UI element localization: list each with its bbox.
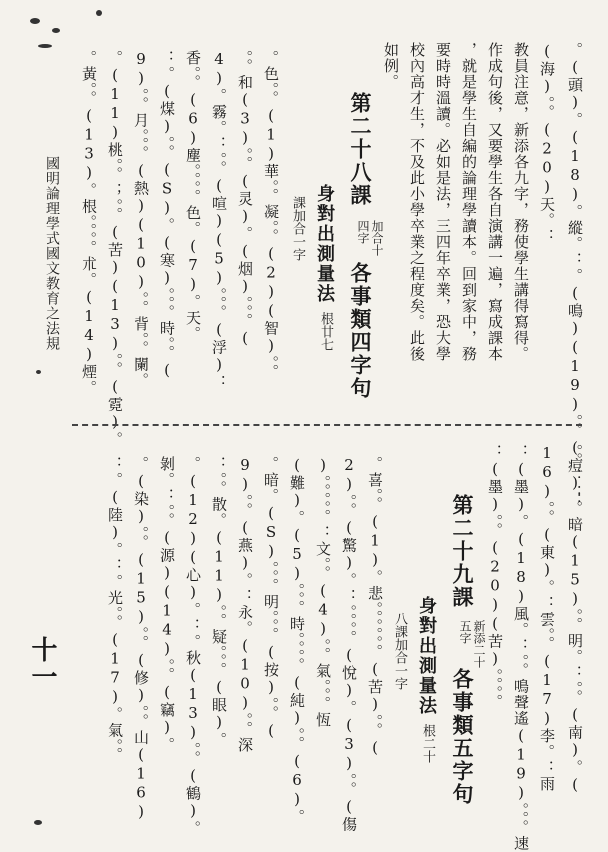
speck-2 <box>52 28 60 33</box>
bottom-exercise-line-7: ：。。散。(11)。。疑。。。(眼)。 <box>210 456 228 748</box>
speck-1 <box>30 18 40 24</box>
bottom-exercise-line-1: 。喜。。(1)。悲。。。。。。(苦)。。( <box>366 456 384 758</box>
top-exercise-line-8: 。黃。。(13)。根。。。。朮。(14)煙。 <box>80 50 98 396</box>
top-lesson-note: 加合十四字 <box>356 220 384 256</box>
bottom-intro-line-3: ：(墨)。(18)風。：。。鳴聲遙(19)。。。速 <box>512 444 530 852</box>
top-exercise-line-2: 。。和(3)。。(灵)。(烟)。。。( <box>236 50 254 348</box>
speck-3 <box>38 44 52 48</box>
bottom-exercise-line-6: 9)。。(燕)。：永。(10)。。深 <box>236 456 254 753</box>
bottom-intro-line-2: 16)。。(東)。：雲。。(17)李。：雨 <box>538 444 556 792</box>
top-exercise-line-7: 。(11)桃。。；。。(苦)(13)。。(霓)。 <box>106 50 124 448</box>
bottom-exercise-line-4: (難)。(5)。。。時。。。。(純)。。(6)。 <box>288 456 306 825</box>
bottom-lesson-note: 新添二十五字 <box>458 620 486 668</box>
top-intro-line-6: 要時時溫讀。必如是法，三四年卒業，恐大學 <box>434 42 452 362</box>
bottom-exercise-line-11: ：。(陸)。：。光。。(17)。氣。。 <box>106 456 124 763</box>
bottom-lesson-title: 第二十九課 <box>450 494 475 609</box>
top-exercise-line-5: ：。(煤)。。(S)。(寒)。。。時。。( <box>158 50 176 380</box>
section-divider <box>72 424 582 426</box>
bottom-exercise-line-5: 。暗。(S)。。。明。。。(按)。。( <box>262 456 280 741</box>
top-exercise-line-6: 9)。。月。。。(熱)(10)。。背。。闌。 <box>132 50 150 389</box>
top-subtitle: 身對出測量法 <box>314 184 335 304</box>
top-intro-line-5: ，就是學生自編的論理學讀本。回到家中，務 <box>460 42 478 362</box>
bottom-combine-note: 八課加合一字 <box>392 612 407 690</box>
bottom-exercise-line-8: 。(12)(心)。：。秋(13)。。(鶴)。 <box>184 456 202 837</box>
top-intro-line-7: 校內高才生，不及此小學卒業之程度矣。此後 <box>408 42 426 362</box>
speck-6 <box>34 820 42 825</box>
bottom-exercise-line-9: 剝。：。。(源)(14)。。(竊)。 <box>158 456 176 753</box>
bottom-exercise-line-10: 。(染)。。(15)。。(修)。。山(16) <box>132 456 150 822</box>
page-footer: 國明論理學式國文教育之法規 <box>44 156 60 351</box>
bottom-exercise-line-2: 2)。。(驚)。：。。。。(悅)。(3)。。(傷 <box>340 456 358 833</box>
top-exercise-line-4: 香。。(6)塵。。。。色。(7)。天。 <box>184 50 202 342</box>
page-number: 十一 <box>27 636 57 690</box>
bottom-intro-line-1: 。。：：。暗(15)。。明。：。。(南)。( <box>566 444 584 795</box>
top-subtitle-note: 根廿七 <box>318 312 333 351</box>
top-combine-note: 課加合一字 <box>290 196 305 261</box>
top-intro-line-2: (海)。。(20)天。： <box>538 42 556 245</box>
bottom-exercise-line-3: )。。。。。：文。。(4)。。氣。。。恆 <box>314 456 332 728</box>
speck-5 <box>36 370 41 374</box>
bottom-intro-line-4: ：(墨)。。(20)(苦)。。。。 <box>486 444 504 710</box>
top-lesson-title-rest: 各事類四字句 <box>348 262 373 400</box>
bottom-lesson-title-rest: 各事類五字句 <box>450 668 475 806</box>
bottom-subtitle: 身對出測量法 <box>416 596 437 716</box>
top-intro-line-4: 作成句後，又要學生各自演講一遍，寫成課本 <box>486 42 504 362</box>
top-exercise-line-1: 。色。。(1)華。。凝。。(2)(智)。。 <box>262 50 280 380</box>
speck-4 <box>96 10 102 16</box>
bottom-subtitle-note: 根二十 <box>420 724 435 763</box>
top-intro-line-1: 。(頭)。(18)。縱。：。(鳴)(19)。。(痘)： <box>566 42 584 509</box>
top-lesson-title: 第二十八課 <box>348 92 373 207</box>
top-exercise-line-3: 4)。霧。：。。(喧)(5)。。。(浮)： <box>210 50 228 391</box>
top-intro-line-3: 教員注意，新添各九字，務使學生講得寫得。 <box>512 42 530 362</box>
top-intro-line-8: 如例。 <box>382 42 400 90</box>
